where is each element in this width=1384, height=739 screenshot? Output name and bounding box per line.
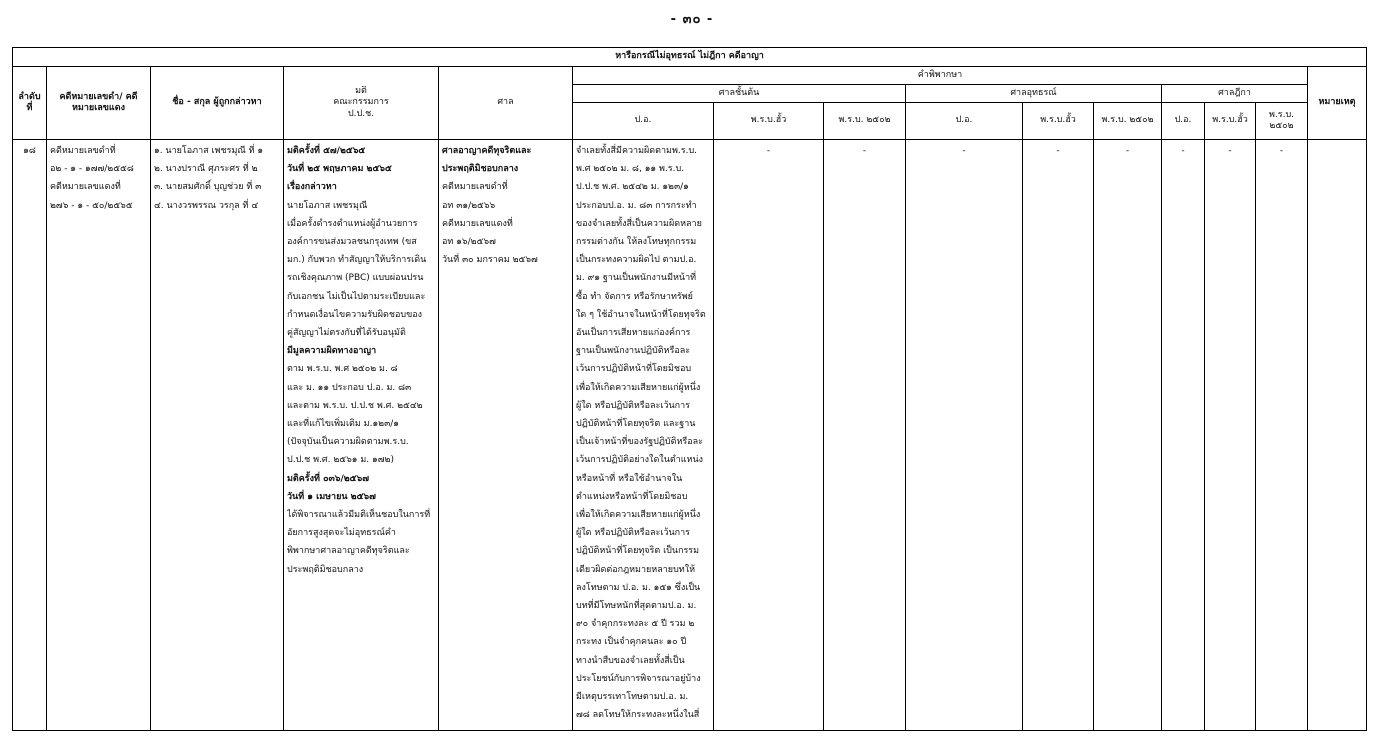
header-supreme-court: ศาลฎีกา [1162,85,1308,103]
accused-name: ๔. นางวรพรรณ วรกุล ที่ ๔ [154,200,259,211]
header-court: ศาล [439,67,573,140]
first-po-line: เว้นการปฏิบัติอย่างใดในตำแหน่ง [576,455,704,466]
first-po-line: ฐานเป็นพนักงานปฏิบัติหรือละ [576,346,691,357]
header-no: ลำดับที่ [13,67,47,140]
accused-name: ๑. นายโอภาส เพชรมุณี ที่ ๑ [154,146,264,156]
row-first-prb-2502: - [824,140,906,731]
resolution-line: อัยการสูงสุดจะไม่อุทธรณ์คำ [287,528,396,539]
resolution-line: เมื่อครั้งดำรงตำแหน่งผู้อำนวยการ [287,218,418,229]
court-line: อท ๑๖/๒๕๖๗ [442,237,496,248]
row-first-court-po [573,140,714,731]
header-first-prb-old: พ.ร.บ.ฮั้ว [714,103,824,140]
first-po-line: หรือหน้าที่ หรือใช้อำนาจใน [576,473,683,484]
header-first-court: ศาลชั้นต้น [573,85,906,103]
row-supreme-prb-2502: - [1256,140,1308,731]
first-po-line: กรรมต่างกัน ให้ลงโทษทุกกรรม [576,237,697,248]
header-supreme-prb-2502-line-2: ๒๕๐๒ [1269,121,1294,131]
resolution-line: นายโอภาส เพชรมุณี [287,200,368,211]
first-po-line: ๙๐ จำคุกกระทงละ ๕ ปี รวม ๒ [576,619,695,630]
header-supreme-prb-2502 [1256,103,1308,140]
first-po-line: ปฏิบัติหน้าที่โดยทุจริต เป็นกรรม [576,546,700,557]
resolution-line: และตาม พ.ร.บ. ป.ป.ช พ.ศ. ๒๕๔๒ [287,400,423,411]
first-po-line: เพื่อให้เกิดความเสียหายแก่ผู้หนึ่ง [576,510,701,521]
header-first-po: ป.อ. [573,103,714,140]
resolution-line: วันที่ ๑ เมษายน ๒๕๖๗ [287,491,376,502]
page-number: - ๓๐ - [670,12,714,27]
first-po-line: ลงโทษตาม ป.อ. ม. ๑๕๑ ซึ่งเป็น [576,582,701,593]
court-line: วันที่ ๓๐ มกราคม ๒๕๖๗ [442,255,538,266]
resolution-line: วันที่ ๒๕ พฤษภาคม ๒๕๖๕ [287,164,392,175]
first-po-line: ป.ป.ช พ.ศ. ๒๕๔๒ ม. ๑๒๓/๑ [576,182,689,193]
court-line: อท ๓๑/๒๕๖๖ [442,200,496,211]
first-po-line: ซื้อ ทำ จัดการ หรือรักษาทรัพย์ [576,291,693,302]
court-line: คดีหมายเลขดำที่ [442,182,508,193]
header-resolution-line-2: คณะกรรมการ [333,97,389,108]
first-po-line: บทที่มีโทษหนักที่สุดตามป.อ. ม. [576,601,697,612]
resolution-line: องค์การขนส่งมวลชนกรุงเทพ (ขส [287,237,417,248]
row-names [151,140,284,731]
resolution-line: (ปัจจุบันเป็นความผิดตามพ.ร.บ. [287,437,409,448]
header-first-prb-2502: พ.ร.บ. ๒๕๐๒ [824,103,906,140]
resolution-line: มก.) กับพวก ทำสัญญาให้บริการเดิน [287,255,427,266]
header-supreme-prb-old: พ.ร.บ.ฮั้ว [1205,103,1256,140]
resolution-line: มติครั้งที่ ๐๓๖/๒๕๖๗ [287,473,369,484]
header-appeal-prb-old: พ.ร.บ.ฮั้ว [1023,103,1094,140]
first-po-line: พ.ศ ๒๕๐๒ ม. ๘, ๑๑ พ.ร.บ. [576,164,685,175]
row-supreme-prb-old: - [1205,140,1256,731]
row-appeal-prb-2502: - [1094,140,1162,731]
resolution-line: ป.ป.ช พ.ศ. ๒๕๖๑ ม. ๑๗๒) [287,455,394,466]
case-no-line: อ๒ - ๑ - ๑๗๗/๒๕๕๘ [50,164,134,175]
first-po-line: ๗๘ ลดโทษให้กระทงละหนึ่งในสี่ [576,710,700,721]
resolution-line: เรื่องกล่าวหา [287,182,337,193]
header-case-no: คดีหมายเลขดำ/ คดีหมายเลขแดง [47,67,151,140]
header-appeal-po: ป.อ. [906,103,1023,140]
first-po-line: ปฏิบัติหน้าที่โดยทุจริต และฐาน [576,419,696,430]
case-no-line: คดีหมายเลขดำที่ [50,146,116,156]
first-po-line: ผู้ใด หรือปฏิบัติหรือละเว้นการ [576,528,690,539]
header-name: ชื่อ - สกุล ผู้ถูกกล่าวหา [151,67,284,140]
resolution-line: ตาม พ.ร.บ. พ.ศ ๒๕๐๒ ม. ๘ [287,364,398,375]
resolution-line: กำหนดเงื่อนไขความรับผิดชอบของ [287,309,423,320]
row-appeal-po: - [906,140,1023,731]
header-resolution-line-1: มติ [355,86,367,97]
row-appeal-prb-old: - [1023,140,1094,731]
header-judgment: คำพิพากษา [573,67,1308,85]
case-no-line: คดีหมายเลขแดงที่ [50,182,121,193]
resolution-line: คู่สัญญาไม่ตรงกับที่ได้รับอนุมัติ [287,328,406,339]
case-table [12,47,1367,731]
resolution-line: กับเอกชน ไม่เป็นไปตามระเบียบและ [287,291,426,302]
first-po-line: เดียวผิดต่อกฎหมายหลายบทให้ [576,564,696,575]
case-no-line: ๒๗๖ - ๑ - ๕๐/๒๕๖๕ [50,200,133,211]
row-remark [1308,140,1367,731]
court-line: ศาลอาญาคดีทุจริตและ [442,146,532,156]
first-po-line: ตำแหน่งหรือหน้าที่โดยมิชอบ [576,491,688,502]
row-case-no [47,140,151,731]
first-po-line: มีเหตุบรรเทาโทษตามป.อ. ม. [576,692,689,703]
header-resolution-line-3: ป.ป.ช. [347,108,375,119]
resolution-line: พิพากษาศาลอาญาคดีทุจริตและ [287,546,410,557]
table-row [13,140,1367,731]
resolution-line: และที่แก้ไขเพิ่มเติม ม.๑๒๓/๑ [287,419,400,430]
first-po-line: ใด ๆ ใช้อำนาจในหน้าที่โดยทุจริต [576,309,706,320]
first-po-line: ของจำเลยทั้งสี่เป็นความผิดหลาย [576,218,702,229]
header-appeal-prb-2502: พ.ร.บ. ๒๕๐๒ [1094,103,1162,140]
first-po-line: ทางนำสืบของจำเลยทั้งสี่เป็น [576,655,685,666]
first-po-line: ม. ๙๑ ฐานเป็นพนักงานมีหน้าที่ [576,273,697,284]
resolution-line: ประพฤติมิชอบกลาง [287,564,364,575]
first-po-line: กระทง เป็นจำคุกคนละ ๑๐ ปี [576,637,687,648]
court-line: ประพฤติมิชอบกลาง [442,164,519,175]
first-po-line: เป็นกระทงความผิดไป ตามป.อ. [576,255,697,266]
court-line: คดีหมายเลขแดงที่ [442,218,513,229]
resolution-line: ได้พิจารณาแล้วมีมติเห็นชอบในการที่ [287,510,431,521]
header-resolution [284,67,439,140]
first-po-line: จำเลยทั้งสี่มีความผิดตามพ.ร.บ. [576,146,698,156]
row-supreme-po: - [1162,140,1205,731]
first-po-line: เพื่อให้เกิดความเสียหายแก่ผู้หนึ่ง [576,382,701,393]
row-first-prb-old: - [714,140,824,731]
accused-name: ๓. นายสมศักดิ์ บุญช่วย ที่ ๓ [154,182,262,193]
first-po-line: เป็นเจ้าหน้าที่ของรัฐปฏิบัติหรือละ [576,437,704,448]
header-supreme-prb-2502-line-1: พ.ร.บ. [1268,109,1295,120]
table-title: หารือกรณีไม่อุทธรณ์ ไม่ฎีกา คดีอาญา [13,48,1367,67]
row-resolution [284,140,439,731]
resolution-line: และ ม. ๑๑ ประกอบ ป.อ. ม. ๘๓ [287,382,412,393]
accused-name: ๒. นางปราณี ศุภระศร ที่ ๒ [154,164,258,175]
header-remark: หมายเหตุ [1308,67,1367,140]
resolution-line: มติครั้งที่ ๕๗/๒๕๖๕ [287,146,366,156]
row-no: ๑๘ [13,140,47,731]
row-court [439,140,573,731]
header-appeal-court: ศาลอุทธรณ์ [906,85,1162,103]
resolution-line: มีมูลความผิดทางอาญา [287,346,377,357]
first-po-line: เว้นการปฏิบัติหน้าที่โดยมิชอบ [576,364,692,375]
first-po-line: อันเป็นการเสียหายแก่องค์การ [576,328,691,339]
resolution-line: รถเชิงคุณภาพ (PBC) แบบผ่อนปรน [287,273,424,284]
first-po-line: ประกอบป.อ. ม. ๘๓ การกระทำ [576,200,697,211]
first-po-line: ผู้ใด หรือปฏิบัติหรือละเว้นการ [576,400,690,411]
first-po-line: ประโยชน์กับการพิจารณาอยู่บ้าง [576,673,701,684]
header-supreme-po: ป.อ. [1162,103,1205,140]
